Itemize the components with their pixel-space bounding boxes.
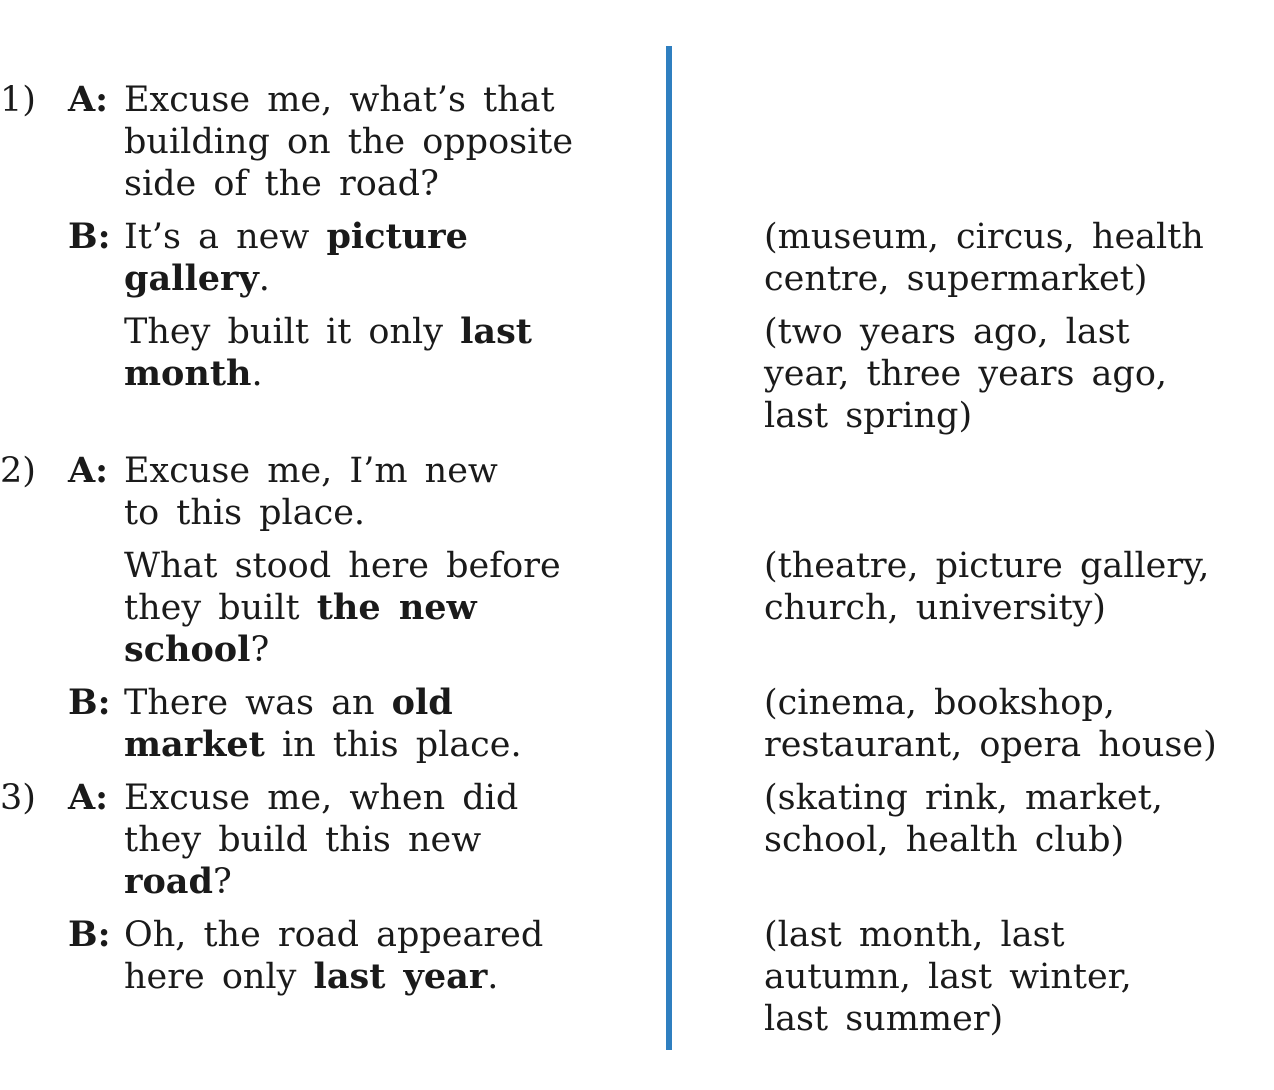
dialogue-1-a-speaker: A: [68, 79, 109, 120]
dialogue-3-b-line-1: Oh, the road appeared [124, 915, 544, 955]
plain-text: They built it only [124, 312, 461, 352]
options-3-line-2: church, university) [764, 588, 1106, 628]
dialogue-3-a-line-3 [124, 861, 232, 903]
plain-text: . [487, 957, 499, 997]
plain-text: ? [250, 630, 270, 670]
dialogue-2-b-line-2 [124, 724, 522, 766]
options-5-line-2: school, health club) [764, 820, 1125, 860]
dialogue-1-number: 1) [0, 80, 36, 120]
dialogue-3-a-line-1: Excuse me, when did [124, 778, 519, 818]
bold-text: old [391, 682, 453, 723]
dialogue-1-a-line-2: building on the opposite [124, 122, 574, 162]
options-3-line-1: (theatre, picture gallery, [764, 546, 1210, 586]
dialogue-1-a-line-3: side of the road? [124, 164, 439, 204]
dialogue-3-b-line-2 [124, 956, 498, 998]
plain-text: here only [124, 957, 314, 997]
bold-text: last year [313, 956, 488, 997]
dialogue-2-a-line-2: to this place. [124, 493, 366, 533]
options-6-line-1: (last month, last [764, 915, 1065, 955]
options-2-line-1: (two years ago, last [764, 312, 1130, 352]
bold-text: school [124, 629, 251, 670]
options-1-line-1: (museum, circus, health [764, 217, 1204, 257]
options-4-line-2: restaurant, opera house) [764, 725, 1217, 765]
plain-text: It’s a new [124, 217, 327, 257]
bold-text: the new [316, 587, 477, 628]
dialogue-1-a-line-1: Excuse me, what’s that [124, 80, 555, 120]
dialogue-3-a-speaker: A: [68, 777, 109, 818]
dialogue-1-b-line-2 [124, 258, 270, 300]
options-5-line-1: (skating rink, market, [764, 778, 1163, 818]
plain-text: they built [124, 588, 317, 628]
dialogue-2-a2-line-1: What stood here before [124, 546, 561, 586]
options-4-line-1: (cinema, bookshop, [764, 683, 1115, 723]
options-2-line-3: last spring) [764, 396, 973, 436]
bold-text: gallery [124, 258, 259, 299]
dialogue-1-b2-line-1 [124, 311, 532, 353]
dialogue-2-a2-line-3 [124, 629, 269, 671]
dialogue-2-a-line-1: Excuse me, I’m new [124, 451, 498, 491]
dialogue-3-b-speaker: B: [68, 914, 111, 955]
bold-text: road [124, 861, 213, 902]
options-2-line-2: year, three years ago, [764, 354, 1168, 394]
bold-text: last [460, 311, 532, 352]
dialogue-3-number: 3) [0, 778, 36, 818]
dialogue-3-a-line-2: they build this new [124, 820, 482, 860]
options-1-line-2: centre, supermarket) [764, 259, 1148, 299]
dialogue-2-number: 2) [0, 451, 36, 491]
dialogue-1-b2-line-2 [124, 353, 263, 395]
plain-text: ? [212, 862, 232, 902]
bold-text: market [124, 724, 265, 765]
bold-text: month [124, 353, 252, 394]
plain-text: . [251, 354, 263, 394]
bold-text: picture [326, 216, 468, 257]
dialogue-2-b-line-1 [124, 682, 453, 724]
column-divider [666, 46, 672, 1050]
plain-text: . [258, 259, 270, 299]
dialogue-2-b-speaker: B: [68, 682, 111, 723]
dialogue-2-a2-line-2 [124, 587, 477, 629]
options-6-line-3: last summer) [764, 999, 1004, 1039]
plain-text: in this place. [264, 725, 522, 765]
dialogue-2-a-speaker: A: [68, 450, 109, 491]
plain-text: There was an [124, 683, 392, 723]
dialogue-1-b-speaker: B: [68, 216, 111, 257]
dialogue-1-b-line-1 [124, 216, 468, 258]
options-6-line-2: autumn, last winter, [764, 957, 1132, 997]
